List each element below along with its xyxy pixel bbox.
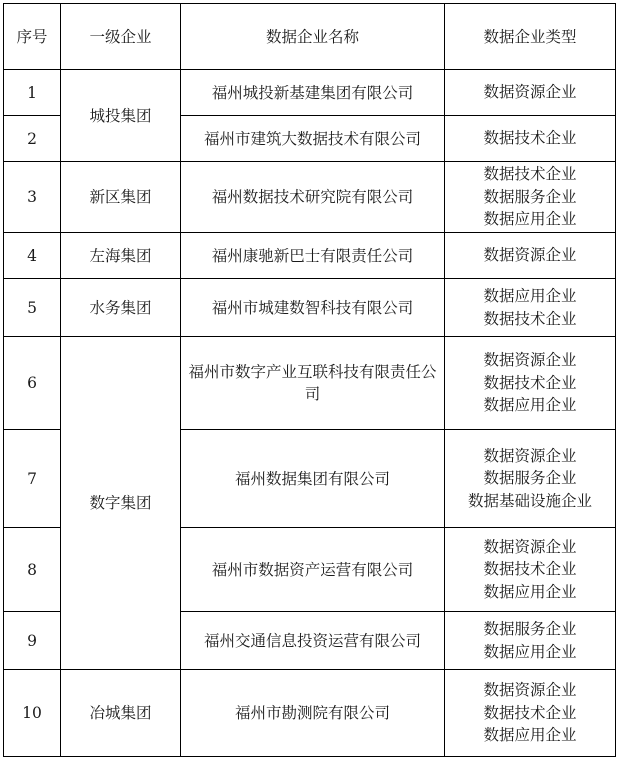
row-group: 冶城集团 — [61, 670, 181, 757]
type-item: 数据资源企业 — [483, 83, 577, 102]
type-item: 数据资源企业 — [483, 537, 577, 556]
type-item: 数据技术企业 — [483, 165, 577, 184]
enterprise-table — [3, 3, 616, 757]
type-item: 数据服务企业 — [483, 620, 577, 638]
row-types — [445, 233, 616, 279]
row-name: 福州数据集团有限公司 — [181, 430, 445, 528]
row-name: 福州数据技术研究院有限公司 — [181, 162, 445, 233]
type-item: 数据应用企业 — [483, 287, 577, 305]
row-no: 5 — [4, 279, 61, 337]
type-item: 数据应用企业 — [483, 396, 577, 415]
type-item: 数据应用企业 — [483, 726, 577, 745]
row-no: 8 — [4, 528, 61, 612]
type-item: 数据资源企业 — [483, 446, 577, 465]
row-name: 福州市勘测院有限公司 — [181, 670, 445, 757]
type-item: 数据资源企业 — [483, 351, 577, 370]
row-name: 福州康驰新巴士有限责任公司 — [181, 233, 445, 279]
type-item: 数据资源企业 — [483, 246, 577, 265]
table-row — [4, 162, 616, 233]
row-name: 福州市城建数智科技有限公司 — [181, 279, 445, 337]
type-item: 数据应用企业 — [483, 210, 577, 229]
row-types — [445, 612, 616, 670]
type-item: 数据技术企业 — [483, 373, 577, 392]
row-types — [445, 70, 616, 116]
type-item: 数据技术企业 — [483, 309, 577, 328]
row-no: 2 — [4, 116, 61, 162]
row-types — [445, 670, 616, 757]
header-row — [4, 4, 616, 70]
header-group: 一级企业 — [61, 4, 181, 70]
row-types — [445, 337, 616, 430]
table-row — [4, 279, 616, 337]
type-item: 数据技术企业 — [483, 129, 577, 148]
row-types — [445, 528, 616, 612]
row-no: 10 — [4, 670, 61, 757]
row-types — [445, 279, 616, 337]
type-item: 数据资源企业 — [483, 681, 577, 700]
table-row — [4, 233, 616, 279]
row-group: 数字集团 — [61, 337, 181, 670]
row-group: 城投集团 — [61, 70, 181, 162]
type-item: 数据技术企业 — [483, 560, 577, 579]
table-row — [4, 70, 616, 116]
row-no: 1 — [4, 70, 61, 116]
type-item: 数据服务企业 — [483, 187, 577, 206]
row-types — [445, 162, 616, 233]
row-no: 9 — [4, 612, 61, 670]
header-name: 数据企业名称 — [181, 4, 445, 70]
row-name: 福州城投新基建集团有限公司 — [181, 70, 445, 116]
row-no: 7 — [4, 430, 61, 528]
row-types — [445, 116, 616, 162]
row-name: 福州市数据资产运营有限公司 — [181, 528, 445, 612]
table-row — [4, 337, 616, 430]
row-types — [445, 430, 616, 528]
row-name: 福州交通信息投资运营有限公司 — [181, 612, 445, 670]
header-no: 序号 — [4, 4, 61, 70]
row-name: 福州市建筑大数据技术有限公司 — [181, 116, 445, 162]
type-item: 数据基础设施企业 — [467, 491, 592, 510]
row-name: 福州市数字产业互联科技有限责任公司 — [181, 337, 445, 430]
row-group: 左海集团 — [61, 233, 181, 279]
type-item: 数据技术企业 — [483, 703, 577, 722]
row-group: 新区集团 — [61, 162, 181, 233]
row-no: 4 — [4, 233, 61, 279]
type-item: 数据应用企业 — [483, 642, 577, 661]
table-row — [4, 670, 616, 757]
header-type: 数据企业类型 — [445, 4, 616, 70]
row-no: 6 — [4, 337, 61, 430]
type-item: 数据服务企业 — [483, 469, 577, 488]
row-no: 3 — [4, 162, 61, 233]
row-group: 水务集团 — [61, 279, 181, 337]
type-item: 数据应用企业 — [483, 582, 577, 601]
